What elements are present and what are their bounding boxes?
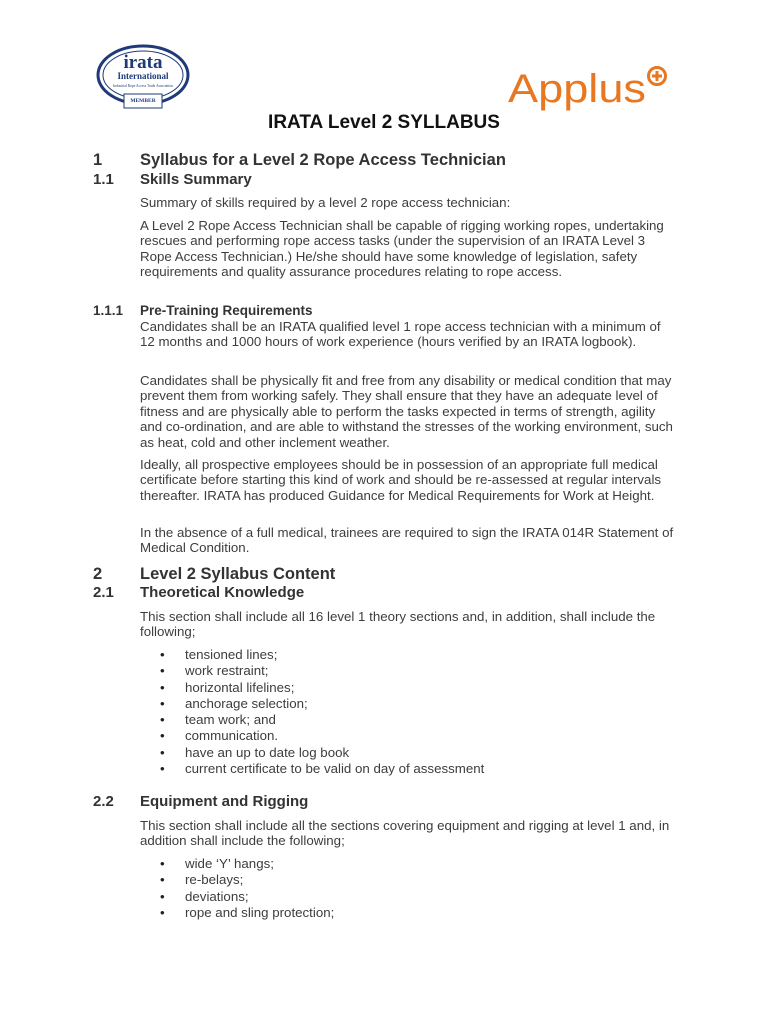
section-1-1-1-number: 1.1.1 [93, 303, 124, 318]
applus-logo-text: Applus [508, 67, 646, 111]
list-item: • rope and sling protection; [160, 905, 334, 921]
list-item: • wide ‘Y’ hangs; [160, 856, 334, 872]
page-title: IRATA Level 2 SYLLABUS [268, 112, 500, 133]
list-item: • work restraint; [160, 663, 484, 679]
section-2-1-heading: Theoretical Knowledge [140, 584, 305, 601]
list-item: • have an up to date log book [160, 745, 484, 761]
pretraining-paragraph-1: Candidates shall be an IRATA qualified level 1 rope access technician with a minimum of 12 months and 1000 hours of work experience (hours verified by an IRATA logbook). [140, 319, 661, 350]
plus-icon [649, 68, 666, 85]
section-1-heading: Syllabus for a Level 2 Rope Access Technician [140, 151, 506, 169]
skills-summary-intro: Summary of skills required by a level 2 rope access technician: [140, 195, 511, 210]
list-item: • deviations; [160, 889, 334, 905]
section-1-number: 1 [93, 151, 103, 169]
theory-bullet-list [160, 647, 484, 777]
section-1-1-heading: Skills Summary [140, 171, 252, 188]
list-item: • re-belays; [160, 872, 334, 888]
pretraining-paragraph-4: In the absence of a full medical, trainees are required to sign the IRATA 014R Statement of Medical Condition. [140, 525, 674, 556]
irata-logo-name: irata [123, 52, 163, 73]
section-1-1-1-heading: Pre-Training Requirements [140, 303, 313, 318]
list-item: • team work; and [160, 712, 484, 728]
list-item: • tensioned lines; [160, 647, 484, 663]
list-item: • horizontal lifelines; [160, 680, 484, 696]
equipment-intro: This section shall include all the sections covering equipment and rigging at level 1 and, in addition shall include the following; [140, 818, 670, 849]
pretraining-paragraph-3: Ideally, all prospective employees should be in possession of an appropriate full medical certificate before starting this kind of work and should be re-assessed at regular intervals thereafter. IRATA has produced Guidance for Medical Requirements for Work at Height. [140, 457, 662, 503]
skills-summary-paragraph: A Level 2 Rope Access Technician shall be capable of rigging working ropes, undertaking rescues and performing rope access tasks (under the supervision of an IRATA Level 3 Rope Access Technician.) He/she should have some knowledge of legislation, safety requirements and quality assurance procedures relating to rope access. [140, 218, 664, 280]
list-item: • communication. [160, 728, 484, 744]
section-2-number: 2 [93, 565, 103, 583]
list-item: • current certificate to be valid on day of assessment [160, 761, 484, 777]
applus-logo [506, 66, 672, 112]
list-item: • anchorage selection; [160, 696, 484, 712]
section-1-1-number: 1.1 [93, 171, 114, 188]
section-2-1-number: 2.1 [93, 584, 114, 601]
irata-logo-badge: MEMBER [130, 98, 156, 104]
irata-logo-sub: International [117, 71, 169, 81]
irata-logo [96, 44, 190, 114]
theory-intro: This section shall include all 16 level 1 theory sections and, in addition, shall include the following; [140, 609, 656, 640]
section-2-2-number: 2.2 [93, 793, 114, 810]
section-2-heading: Level 2 Syllabus Content [140, 565, 336, 583]
irata-logo-tagline: Industrial Rope Access Trade Association [113, 84, 173, 88]
pretraining-paragraph-2: Candidates shall be physically fit and free from any disability or medical condition that may prevent them from working safely. They shall ensure that they have an adequate level of fitness and are physically able to perform the tasks expected in terms of strength, agility and co-ordination, and are able to withstand the stresses of the working environment, such as heat, cold and other inclement weather. [140, 373, 673, 450]
equipment-bullet-list [160, 856, 334, 921]
section-2-2-heading: Equipment and Rigging [140, 793, 309, 810]
